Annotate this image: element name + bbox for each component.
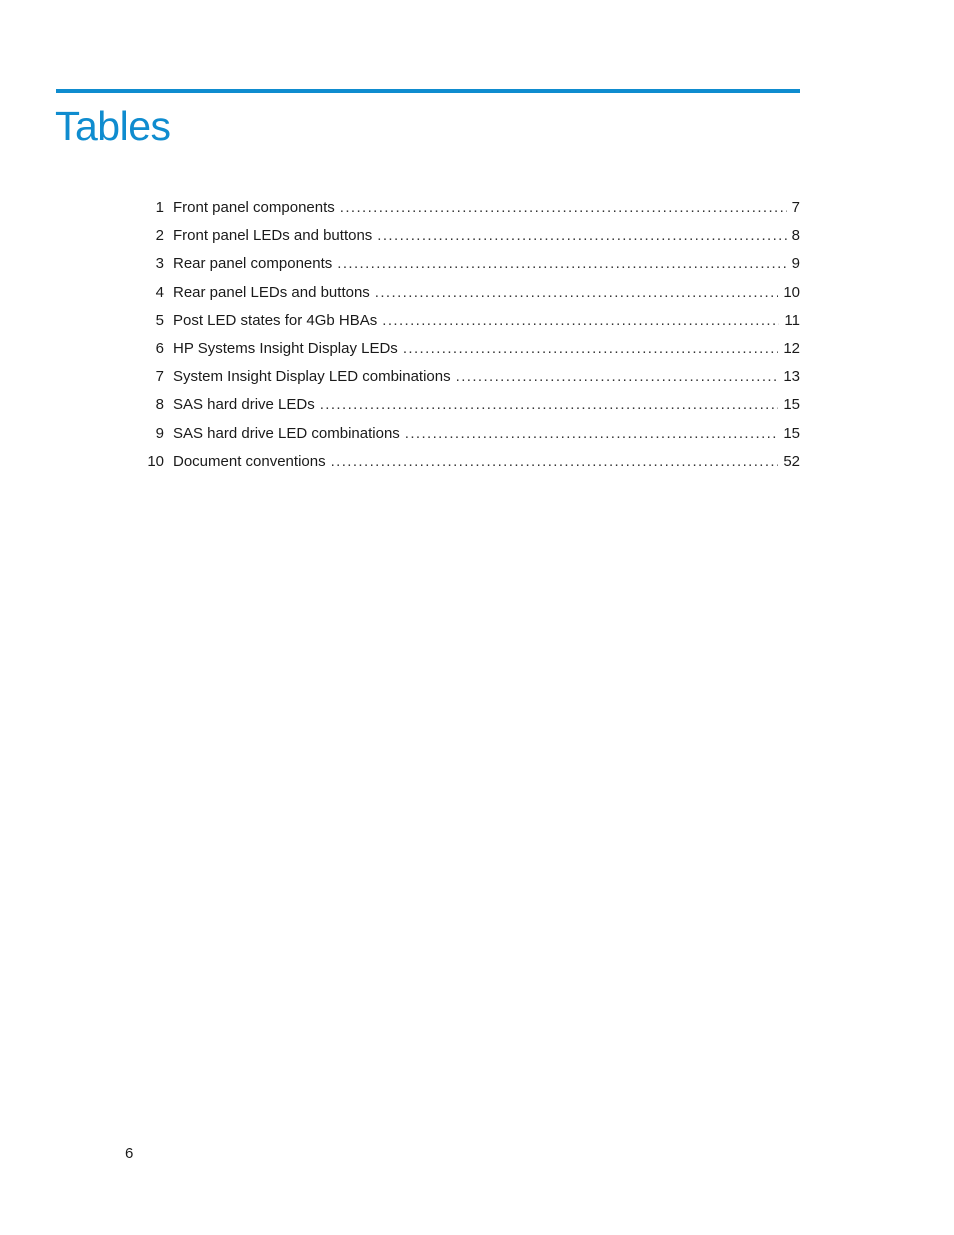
title-rule xyxy=(56,89,800,93)
toc-entry-page[interactable]: 7 xyxy=(791,199,800,216)
toc-entry-title[interactable]: HP Systems Insight Display LEDs xyxy=(173,339,398,357)
toc-entry-9[interactable] xyxy=(140,422,800,450)
dot-leader xyxy=(377,224,786,248)
toc-entry-4[interactable] xyxy=(140,281,800,309)
toc-entry-number: 7 xyxy=(155,368,164,386)
toc-entry-page[interactable]: 52 xyxy=(783,452,800,470)
toc-entry-page[interactable]: 15 xyxy=(783,424,800,442)
dot-leader xyxy=(405,422,779,446)
dot-leader xyxy=(456,365,779,389)
toc-entry-page[interactable]: 15 xyxy=(783,396,800,414)
toc-entry-number: 10 xyxy=(147,452,164,470)
list-of-tables xyxy=(140,196,800,478)
toc-entry-number: 8 xyxy=(155,396,164,414)
toc-entry-page[interactable]: 9 xyxy=(791,255,800,273)
dot-leader xyxy=(340,196,787,220)
toc-entry-page[interactable]: 12 xyxy=(783,339,800,357)
toc-entry-7[interactable] xyxy=(140,365,800,393)
toc-entry-title[interactable]: Front panel LEDs and buttons xyxy=(173,227,373,245)
toc-entry-title[interactable]: SAS hard drive LED combinations xyxy=(173,424,400,442)
toc-entry-page[interactable]: 10 xyxy=(783,283,800,301)
toc-entry-number: 6 xyxy=(155,339,164,357)
toc-entry-number: 2 xyxy=(155,227,164,245)
page-title: Tables xyxy=(55,103,171,149)
toc-entry-title[interactable]: Front panel components xyxy=(173,199,335,216)
dot-leader xyxy=(320,393,779,417)
toc-entry-title[interactable]: Rear panel components xyxy=(173,255,333,273)
toc-entry-number: 1 xyxy=(155,199,164,216)
toc-entry-3[interactable] xyxy=(140,252,800,280)
toc-entry-1[interactable] xyxy=(140,196,800,224)
toc-entry-page[interactable]: 11 xyxy=(784,311,800,329)
toc-entry-page[interactable]: 13 xyxy=(783,368,800,386)
toc-entry-5[interactable] xyxy=(140,309,800,337)
toc-entry-8[interactable] xyxy=(140,393,800,421)
toc-entry-number: 9 xyxy=(155,424,164,442)
toc-entry-2[interactable] xyxy=(140,224,800,252)
toc-entry-title[interactable]: Rear panel LEDs and buttons xyxy=(173,283,370,301)
page-number: 6 xyxy=(125,1145,134,1162)
dot-leader xyxy=(403,337,779,361)
dot-leader xyxy=(382,309,779,333)
toc-entry-number: 5 xyxy=(155,311,164,329)
toc-entry-number: 3 xyxy=(155,255,164,273)
toc-entry-10[interactable] xyxy=(140,450,800,478)
dot-leader xyxy=(337,252,786,276)
toc-entry-title[interactable]: Document conventions xyxy=(173,452,326,470)
dot-leader xyxy=(331,450,779,474)
dot-leader xyxy=(375,281,779,305)
toc-entry-title[interactable]: SAS hard drive LEDs xyxy=(173,396,315,414)
toc-entry-title[interactable]: Post LED states for 4Gb HBAs xyxy=(173,311,378,329)
toc-entry-title[interactable]: System Insight Display LED combinations xyxy=(173,368,451,386)
toc-entry-page[interactable]: 8 xyxy=(791,227,800,245)
toc-entry-6[interactable] xyxy=(140,337,800,365)
toc-entry-number: 4 xyxy=(155,283,164,301)
